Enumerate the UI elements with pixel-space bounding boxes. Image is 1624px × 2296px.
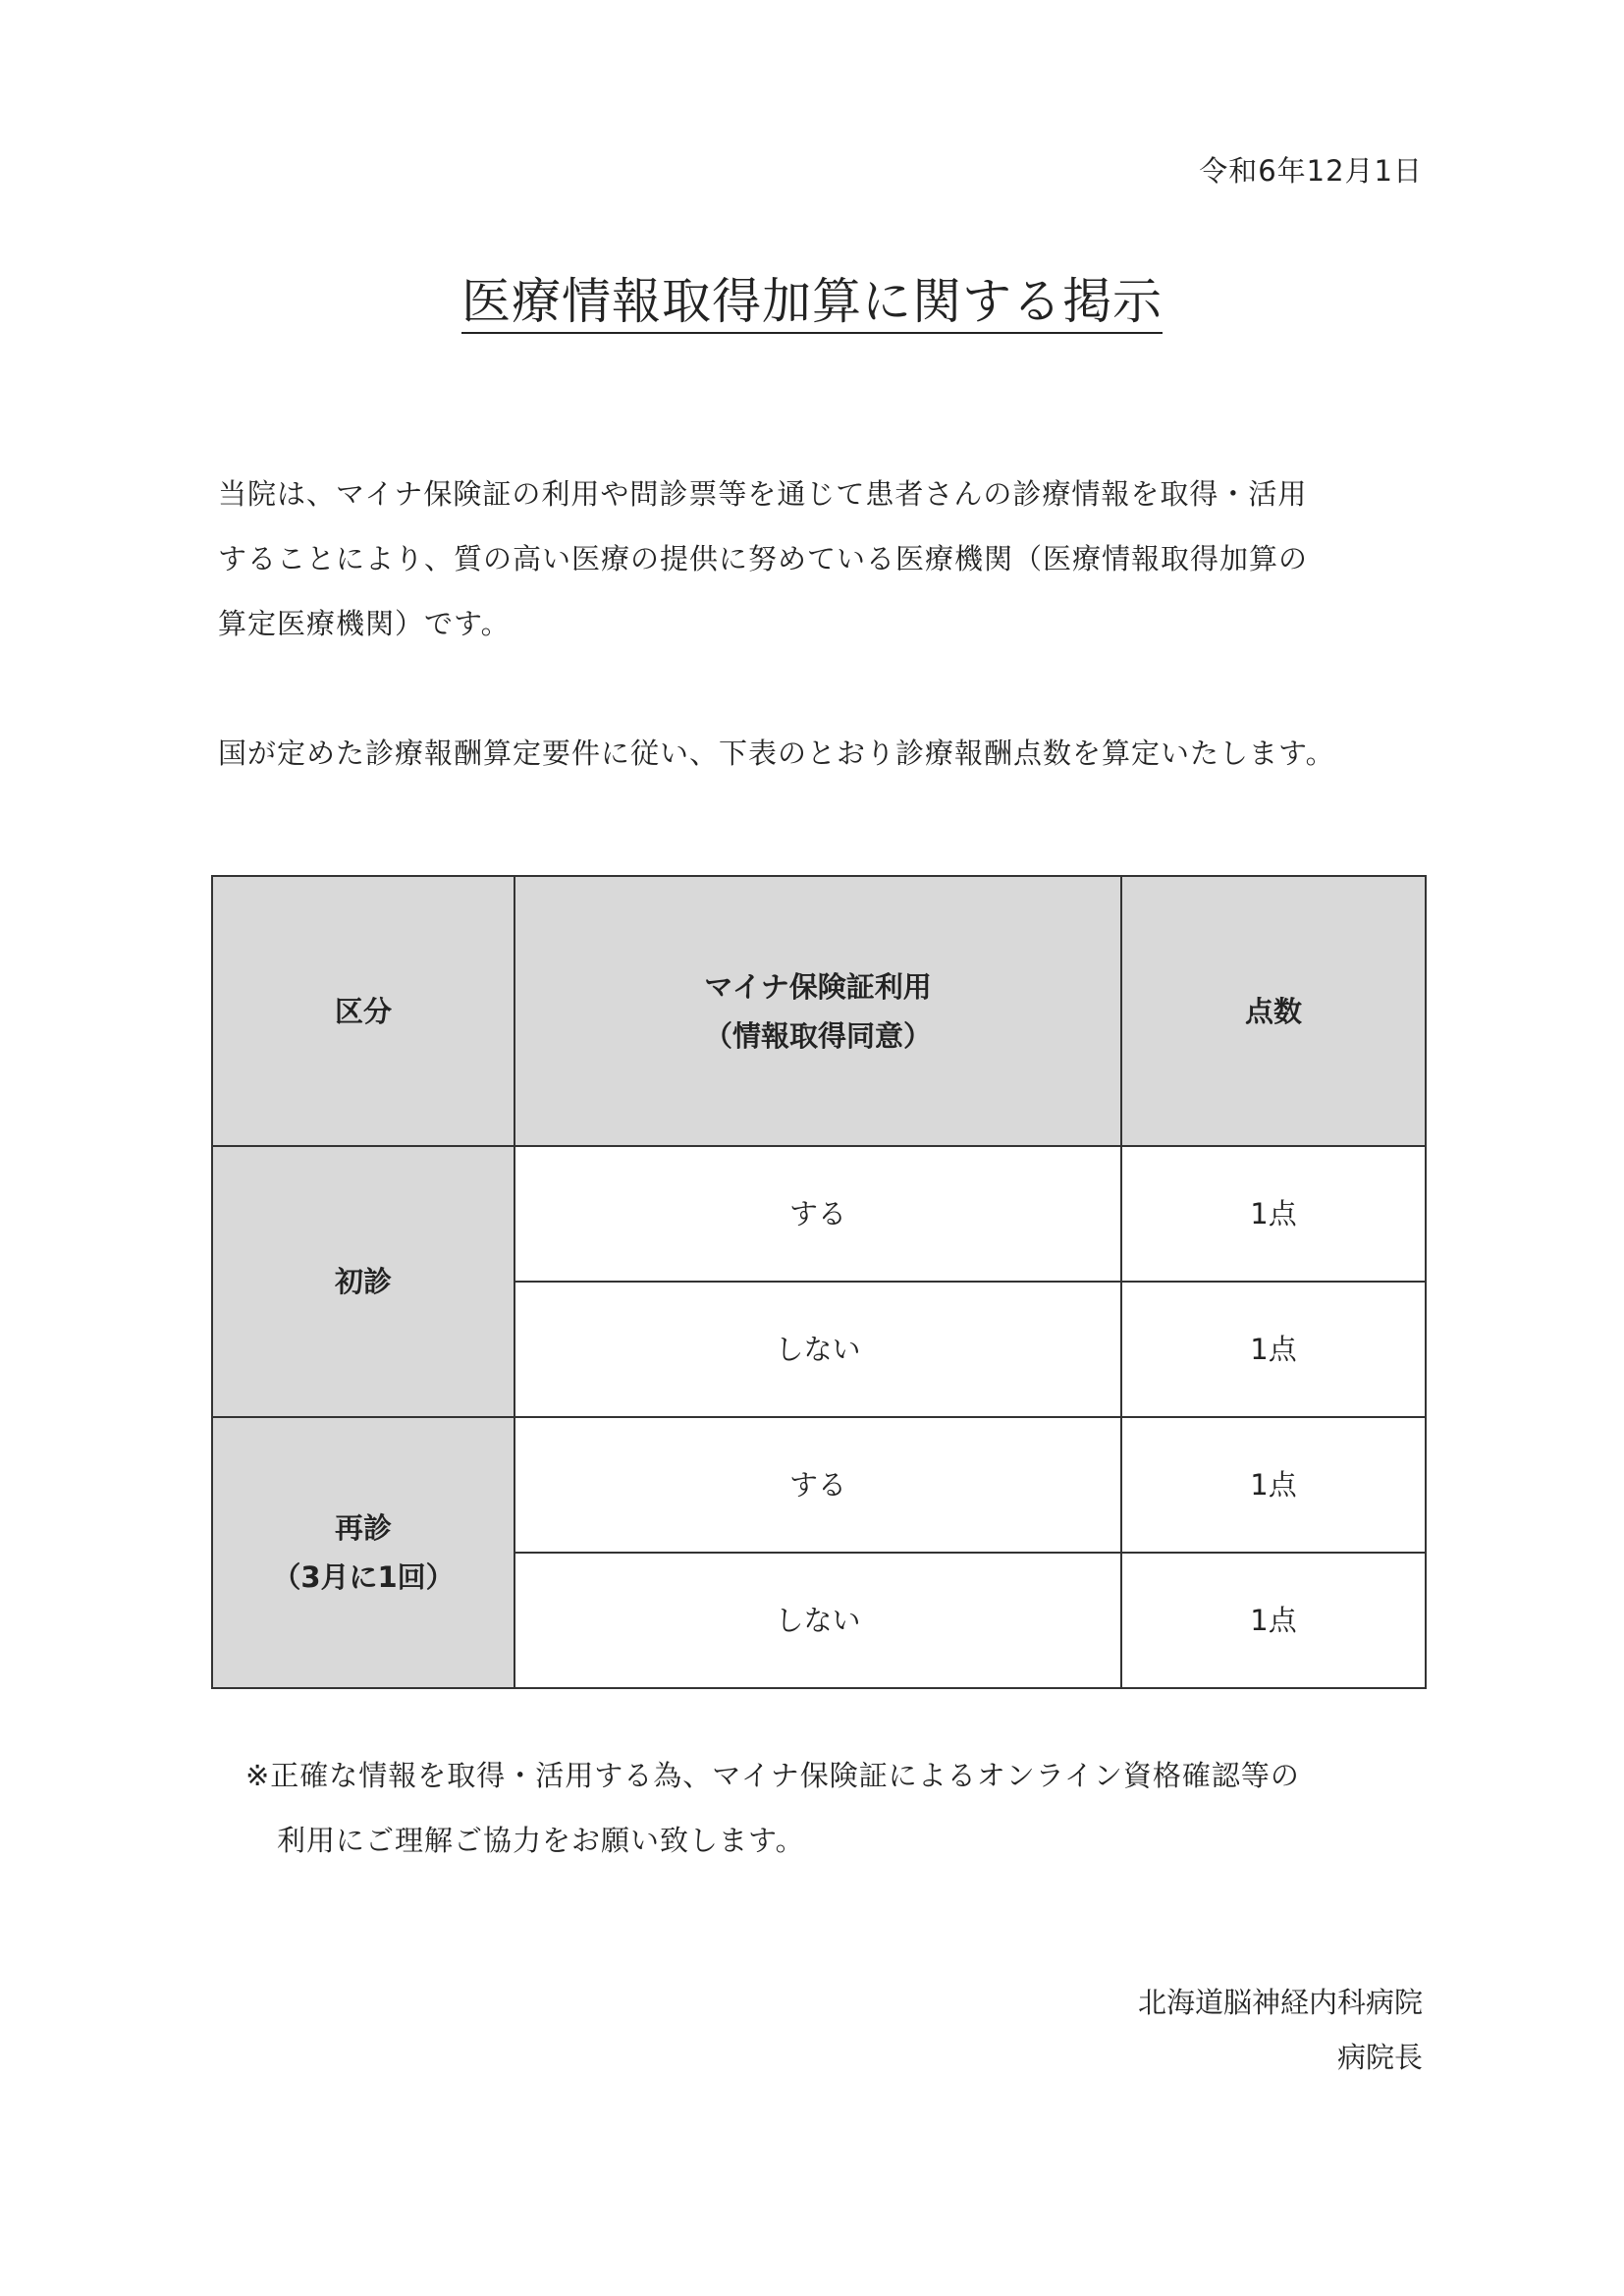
category-cell-first-visit [212,1146,514,1417]
intro-line-1: 当院は、マイナ保険証の利用や問診票等を通じて患者さんの診療情報を取得・活用 [218,477,1308,511]
points-value: 1点 [1250,1604,1297,1637]
usage-value: する [788,1468,846,1502]
points-cell [1121,1553,1426,1688]
points-value: 1点 [1250,1333,1297,1366]
hospital-name: 北海道脳神経内科病院 [1137,1986,1423,2019]
category-label: 初診 [334,1265,392,1298]
usage-cell [514,1553,1121,1688]
table-row [212,1417,1426,1553]
fee-table [211,875,1427,1689]
intro-paragraph-2: 国が定めた診療報酬算定要件に従い、下表のとおり診療報酬点数を算定いたします。 [218,737,1335,770]
usage-cell [514,1146,1121,1282]
footnote [245,1743,1473,1873]
usage-cell [514,1417,1121,1553]
notice-date: 令和6年12月1日 [1199,154,1423,188]
table-header-row [212,876,1426,1146]
header-points [1121,876,1426,1146]
table-row [212,1146,1426,1282]
points-cell [1121,1417,1426,1553]
header-usage [514,876,1121,1146]
intro-line-2: することにより、質の高い医療の提供に努めている医療機関（医療情報取得加算の [218,542,1309,575]
category-label: 再診 [334,1511,392,1545]
category-cell-revisit [212,1417,514,1688]
header-points-label: 点数 [1244,994,1302,1028]
points-value: 1点 [1250,1468,1297,1502]
footnote-line-1: ※正確な情報を取得・活用する為、マイナ保険証によるオンライン資格確認等の [245,1759,1300,1792]
usage-cell [514,1282,1121,1417]
usage-value: する [788,1197,846,1230]
page-title [0,267,1624,336]
intro-line-3: 算定医療機関）です。 [218,607,511,640]
usage-value: しない [775,1604,861,1637]
usage-value: しない [775,1333,861,1366]
points-cell [1121,1146,1426,1282]
signature-block [1138,1975,1423,2085]
category-sublabel: （3月に1回） [272,1560,455,1594]
footnote-line-2: 利用にご理解ご協力をお願い致します。 [277,1824,805,1857]
header-usage-sublabel: （情報取得同意） [703,1018,932,1053]
header-usage-label: マイナ保険証利用 [704,969,932,1004]
signatory-role: 病院長 [1336,2041,1423,2074]
points-cell [1121,1282,1426,1417]
header-category-label: 区分 [334,994,392,1028]
header-category [212,876,514,1146]
page-title-text: 医療情報取得加算に関する掲示 [461,273,1163,334]
intro-paragraph [218,462,1445,786]
points-value: 1点 [1250,1197,1297,1230]
